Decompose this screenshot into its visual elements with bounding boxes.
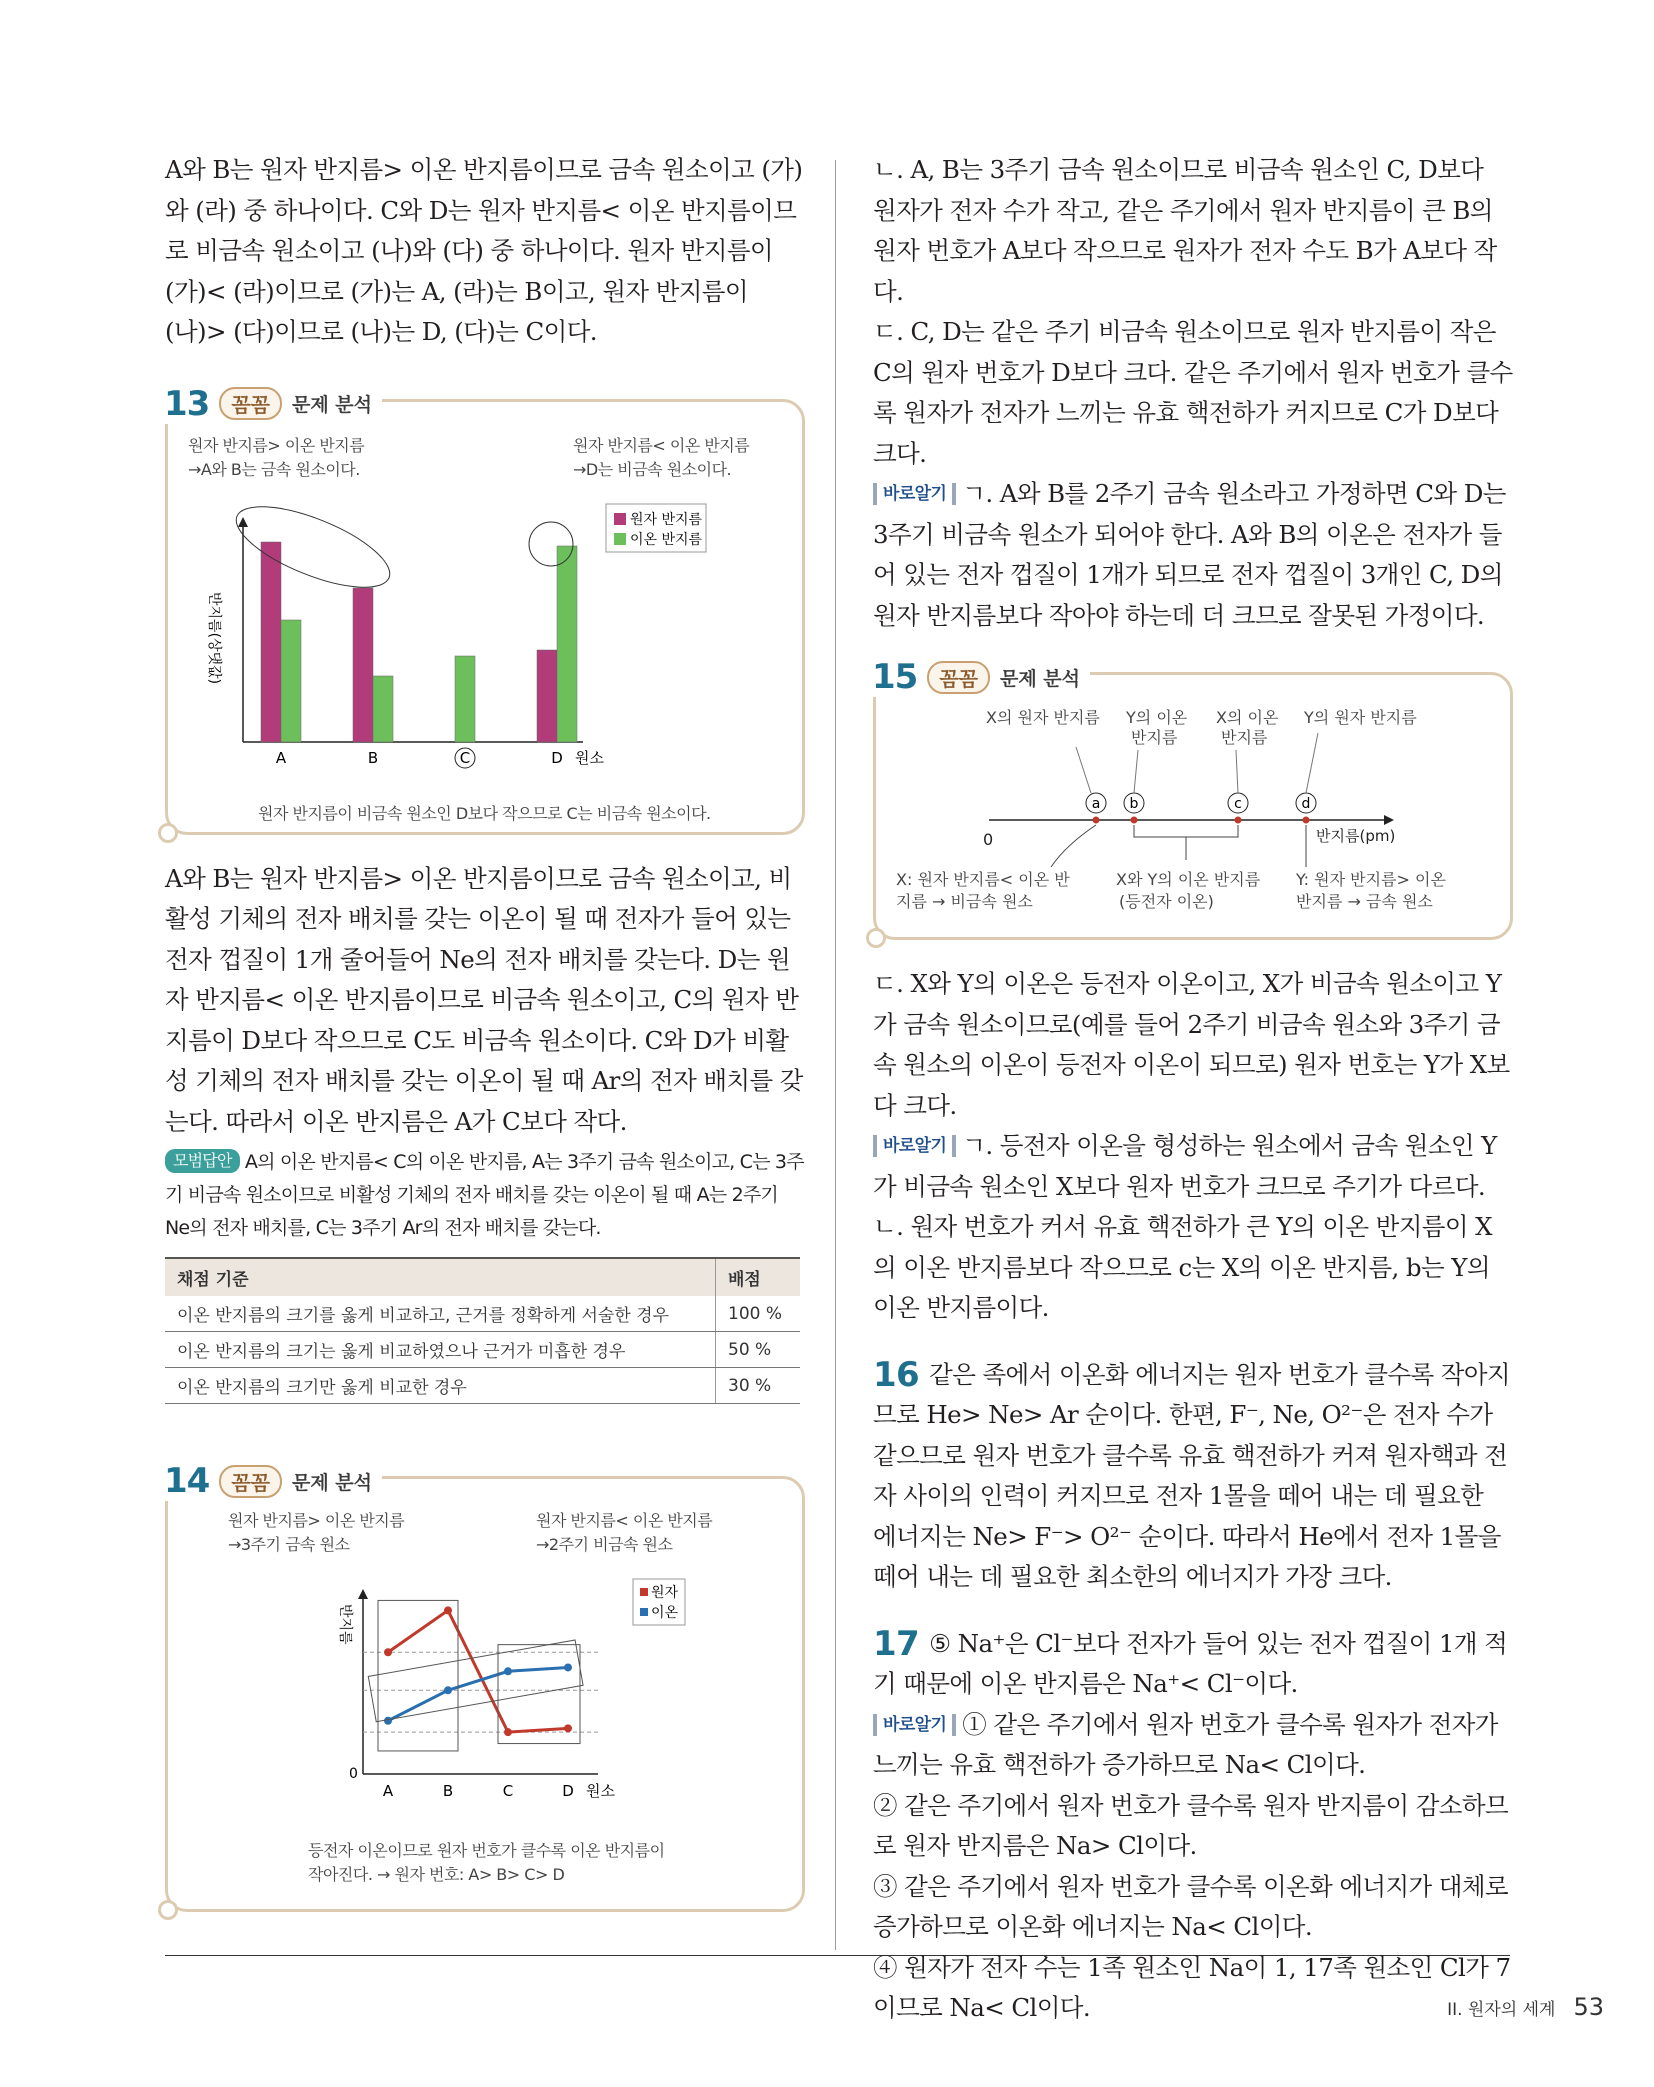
x-tick-C: C	[459, 748, 471, 767]
answer-12-l: ㄴ. A, B는 3주기 금속 원소이므로 비금속 원소인 C, D보다 원자가 전자 수가 작고, 같은 주기에서 원자 반지름이 큰 B의 원자 번호가 A보다 작으므로 원자가 전자 수도 B가 A보다 작다.	[873, 155, 1497, 306]
legend-label-1: 이온	[651, 1605, 679, 1621]
legend-swatch-1	[640, 1608, 648, 1616]
q15-point-b-label: b	[1129, 796, 1139, 812]
y-axis-label: 반지름(상댓값)	[206, 591, 222, 684]
criteria-cell: 이온 반지름의 크기만 옳게 비교한 경우	[165, 1368, 716, 1404]
q13-note-right-2: →D는 비금속 원소이다.	[573, 459, 732, 479]
q14-note-bottom-2: 작아진다. → 원자 번호: A> B> C> D	[308, 1865, 565, 1884]
q13-analysis-box	[164, 383, 805, 835]
q13-number: 13	[164, 383, 210, 424]
q13-bar-chart	[188, 492, 788, 792]
box-dot	[866, 928, 886, 948]
q15-point-d-label: d	[1301, 796, 1311, 812]
score-cell: 50 %	[716, 1332, 801, 1368]
left-column	[165, 150, 805, 1912]
q15-label-x-atom: X의 원자 반지름	[986, 708, 1100, 727]
page-footer	[1447, 1993, 1604, 2021]
table-row	[165, 1332, 800, 1368]
model-answer-badge: 모범답안	[165, 1149, 240, 1173]
correction-tag: 바로알기	[873, 1714, 956, 1736]
correction-tag: 바로알기	[873, 1135, 956, 1157]
criteria-header: 채점 기준	[165, 1258, 716, 1296]
answer-17-text: ⑤ Na⁺은 Cl⁻보다 전자가 들어 있는 전자 껍질이 1개 적기 때문에 이온 반지름은 Na⁺< Cl⁻이다.	[873, 1628, 1508, 1698]
answer-17	[873, 1624, 1513, 1705]
answer-17-wrong-3: ③ 같은 주기에서 원자 번호가 클수록 이온화 에너지가 대체로 증가하므로 이온화 에너지는 Na< Cl이다.	[873, 1871, 1509, 1941]
q14-note-bottom-1: 등전자 이온이므로 원자 번호가 클수록 이온 반지름이	[308, 1841, 665, 1860]
q13-note-right-1: 원자 반지름< 이온 반지름	[573, 435, 750, 455]
q14-note-right	[536, 1509, 712, 1557]
q14-note-left-2: →3주기 금속 원소	[228, 1535, 350, 1554]
scoring-table	[165, 1257, 800, 1404]
q15-axis-arrow-icon	[1384, 815, 1394, 825]
answer-15-d: ㄷ. X와 Y의 이온은 등전자 이온이고, X가 비금속 원소이고 Y가 금속 원소이므로(예를 들어 2주기 비금속 원소와 3주기 금속 원소의 이온이 등전자 이온이 되므로) 원자 번호는 Y가 X보다 크다.	[873, 969, 1510, 1120]
score-header: 배점	[716, 1258, 801, 1296]
x-tick-D: D	[562, 1782, 574, 1800]
q15-bottom-2a: X와 Y의 이온 반지름	[1116, 870, 1261, 889]
y-axis-arrow-icon	[238, 517, 248, 527]
x-tick-D: D	[551, 748, 563, 767]
answer-15-wrong-2: ㄴ. 원자 번호가 커서 유효 핵전하가 큰 Y의 이온 반지름이 X의 이온 반지름보다 작으므로 c는 X의 이온 반지름, b는 Y의 이온 반지름이다.	[873, 1212, 1492, 1322]
q13-subtitle: 문제 분석	[291, 394, 372, 416]
answer-15-wrong-1	[873, 1126, 1513, 1207]
q15-axis-zero: 0	[983, 830, 994, 849]
answer-16	[873, 1355, 1513, 1598]
answer-15-wrong-1-text: ㄱ. 등전자 이온을 형성하는 원소에서 금속 원소인 Y가 비금속 원소인 X보다 원자 번호가 크므로 주기가 다르다.	[873, 1131, 1497, 1201]
x-tick-B: B	[442, 1782, 454, 1800]
q15-bottom-1a: X: 원자 반지름< 이온 반	[896, 870, 1070, 889]
q14-subtitle: 문제 분석	[291, 1471, 372, 1494]
q15-bottom-3b: 반지름 → 금속 원소	[1296, 892, 1433, 911]
q17-number: 17	[873, 1623, 920, 1664]
q14-analysis-box	[164, 1461, 805, 1912]
answer-17-wrong-4: ④ 원자가 전자 수는 1족 원소인 Na이 1, 17족 원소인 Cl가 7이므로 Na< Cl이다.	[873, 1952, 1511, 2022]
q15-arrow-a	[1051, 825, 1096, 867]
q13-tag: 꼼꼼	[219, 387, 282, 420]
q16-number: 16	[873, 1354, 920, 1395]
q13-note-right	[573, 434, 749, 482]
legend-label-1: 이온 반지름	[630, 531, 703, 548]
answer-16-text: 같은 족에서 이온화 에너지는 원자 번호가 클수록 작아지므로 He> Ne> Ar 순이다. 한편, F⁻, Ne, O²⁻은 전자 수가 같으므로 원자 번호가 클수록 유효 핵전하가 커져 원자핵과 전자 사이의 인력이 커지므로 전자 1몰을 떼어 내는 데 필요한 에너지는 Ne> F⁻> O²⁻ 순이다. 따라서 He에서 전자 1몰을 떼어 내는 데 필요한 최소한의 에너지가 가장 크다.	[873, 1359, 1510, 1591]
x-tick-B: B	[367, 748, 379, 767]
point-A-atom	[384, 1648, 392, 1656]
q14-tag: 꼼꼼	[219, 1465, 282, 1498]
answer-13-text: A와 B는 원자 반지름> 이온 반지름이므로 금속 원소이고, 비활성 기체의 전자 배치를 갖는 이온이 될 때 전자가 들어 있는 전자 껍질이 1개 줄어들어 Ne의 전자 배치를 갖는다. D는 원자 반지름< 이온 반지름이므로 비금속 원소이고, C의 원자 반지름이 D보다 작으므로 C도 비금속 원소이다. C와 D가 비활성 기체의 전자 배치를 갖는 이온이 될 때 Ar의 전자 배치를 갖는다. 따라서 이온 반지름은 A가 C보다 작다.	[165, 863, 803, 1136]
y-axis-arrow-icon	[358, 1589, 368, 1599]
q15-label-y-ion-1: Y의 이온	[1126, 708, 1188, 727]
q14-number: 14	[164, 1461, 210, 1501]
q15-analysis-box	[872, 657, 1513, 940]
point-B-atom	[444, 1606, 452, 1614]
q14-line-chart	[188, 1569, 788, 1809]
q15-bottom-1b: 지름 → 비금속 원소	[896, 892, 1033, 911]
right-column	[873, 150, 1513, 2029]
point-C-atom	[504, 1728, 512, 1736]
q15-subtitle: 문제 분석	[999, 667, 1080, 690]
q15-point-a	[1086, 793, 1106, 824]
criteria-cell: 이온 반지름의 크기는 옳게 비교하였으나 근거가 미흡한 경우	[165, 1332, 716, 1368]
ab-highlight-box	[378, 1600, 458, 1751]
q14-note-left	[228, 1509, 404, 1557]
point-B-ion	[444, 1686, 452, 1694]
box-dot	[158, 1900, 178, 1920]
q15-bottom-3a: Y: 원자 반지름> 이온	[1296, 870, 1446, 889]
q15-point-a-label: a	[1091, 796, 1101, 812]
q15-point-d	[1296, 793, 1316, 824]
score-cell: 30 %	[716, 1368, 801, 1404]
table-row	[165, 1296, 800, 1332]
q15-diagram	[876, 675, 1506, 925]
correction-tag: 바로알기	[873, 483, 956, 505]
bar-A-ion	[281, 620, 301, 742]
q15-label-y-atom: Y의 원자 반지름	[1304, 708, 1417, 727]
q13-title	[164, 384, 382, 424]
point-C-ion	[504, 1667, 512, 1675]
legend-label-0: 원자 반지름	[630, 511, 703, 528]
model-answer	[165, 1146, 805, 1245]
page-number: 53	[1573, 1993, 1604, 2021]
q15-axis-label: 반지름(pm)	[1316, 827, 1396, 845]
q15-bracket-bc	[1134, 825, 1238, 860]
q15-top-pointers	[1076, 733, 1318, 793]
answer-12-text: A와 B는 원자 반지름> 이온 반지름이므로 금속 원소이고 (가)와 (라) 중 하나이다. C와 D는 원자 반지름< 이온 반지름이므로 비금속 원소이고 (나)와 (다) 중 하나이다. 원자 반지름이 (가)< (라)이므로 (가)는 A, (라)는 B이고, 원자 반지름이 (나)> (다)이므로 (나)는 D, (다)는 C이다.	[165, 155, 803, 346]
criteria-cell: 이온 반지름의 크기를 옳게 비교하고, 근거를 정확하게 서술한 경우	[165, 1296, 716, 1332]
bar-C-ion	[455, 656, 475, 742]
box-dot	[158, 823, 178, 843]
q15-point-c	[1228, 793, 1248, 824]
legend-swatch-0	[614, 513, 626, 525]
answer-17-wrong-2: ② 같은 주기에서 원자 번호가 클수록 원자 반지름이 감소하므로 원자 반지름은 Na> Cl이다.	[873, 1790, 1509, 1860]
q13-note-left	[188, 434, 364, 482]
bar-D-ion	[557, 546, 577, 742]
q15-tag: 꼼꼼	[927, 661, 990, 694]
ab-highlight-ellipse	[226, 492, 399, 604]
q15-point-b	[1124, 793, 1144, 824]
q15-label-y-ion-2: 반지름	[1131, 728, 1178, 747]
point-D-atom	[564, 1724, 572, 1732]
answer-12-d: ㄷ. C, D는 같은 주기 비금속 원소이므로 원자 반지름이 작은 C의 원자 번호가 D보다 크다. 같은 주기에서 원자 번호가 클수록 원자가 전자가 느끼는 유효 핵전하가 커지므로 C가 D보다 크다.	[873, 317, 1513, 468]
legend-swatch-0	[640, 1588, 648, 1596]
q14-note-right-2: →2주기 비금속 원소	[536, 1535, 673, 1554]
q15-point-c-label: c	[1234, 796, 1242, 812]
q14-note-right-1: 원자 반지름< 이온 반지름	[536, 1511, 713, 1530]
y-zero-label: 0	[349, 1766, 358, 1782]
legend-swatch-1	[614, 533, 626, 545]
answer-12-wrong	[873, 474, 1513, 636]
model-answer-text: A의 이온 반지름< C의 이온 반지름, A는 3주기 금속 원소이고, C는 3주기 비금속 원소이므로 비활성 기체의 전자 배치를 갖는 이온이 될 때 A는 2주기 Ne의 전자 배치를, C는 3주기 Ar의 전자 배치를 갖는다.	[165, 1151, 804, 1239]
point-A-ion	[384, 1717, 392, 1725]
column-divider	[835, 160, 836, 1950]
q14-note-bottom	[308, 1839, 665, 1887]
answer-17-wrong-1	[873, 1705, 1513, 1786]
answer-12-wrong-text: ㄱ. A와 B를 2주기 금속 원소라고 가정하면 C와 D는 3주기 비금속 원소가 되어야 한다. A와 B의 이온은 전자가 들어 있는 전자 껍질이 1개가 되므로 전자 껍질이 3개인 C, D의 원자 반지름보다 작아야 하는데 더 크므로 잘못된 가정이다.	[873, 479, 1506, 630]
q13-note-left-2: →A와 B는 금속 원소이다.	[188, 459, 360, 479]
q14-title	[164, 1461, 382, 1501]
legend-label-0: 원자	[651, 1585, 679, 1601]
d-highlight-circle	[529, 522, 573, 566]
bar-D-atom	[537, 650, 557, 742]
x-axis-label: 원소	[575, 748, 604, 767]
bar-A-atom	[261, 542, 281, 742]
answer-17-wrong-1-text: ① 같은 주기에서 원자 번호가 클수록 원자가 전자가 느끼는 유효 핵전하가 증가하므로 Na< Cl이다.	[873, 1709, 1498, 1779]
chapter-label: II. 원자의 세계	[1447, 1999, 1556, 2020]
series-line-atom	[388, 1610, 568, 1732]
bar-B-ion	[373, 676, 393, 742]
x-tick-A: A	[382, 1782, 394, 1800]
q13-note-left-1: 원자 반지름> 이온 반지름	[188, 435, 365, 455]
bar-B-atom	[353, 588, 373, 742]
point-D-ion	[564, 1663, 572, 1671]
q14-note-left-1: 원자 반지름> 이온 반지름	[228, 1511, 405, 1530]
q15-number: 15	[872, 657, 918, 697]
x-tick-C: C	[502, 1782, 514, 1800]
q15-label-x-ion-1: X의 이온	[1216, 708, 1279, 727]
score-cell: 100 %	[716, 1296, 801, 1332]
q15-bottom-2b: (등전자 이온)	[1119, 892, 1214, 911]
series-line-ion	[388, 1667, 568, 1720]
x-tick-A: A	[275, 748, 287, 767]
table-row	[165, 1368, 800, 1404]
q13-note-bottom: 원자 반지름이 비금속 원소인 D보다 작으므로 C는 비금속 원소이다.	[258, 803, 711, 823]
q15-label-x-ion-2: 반지름	[1221, 728, 1268, 747]
x-axis-label: 원소	[586, 1782, 615, 1800]
y-axis-label: 반지름	[337, 1604, 353, 1645]
scoring-header-row	[165, 1258, 800, 1296]
